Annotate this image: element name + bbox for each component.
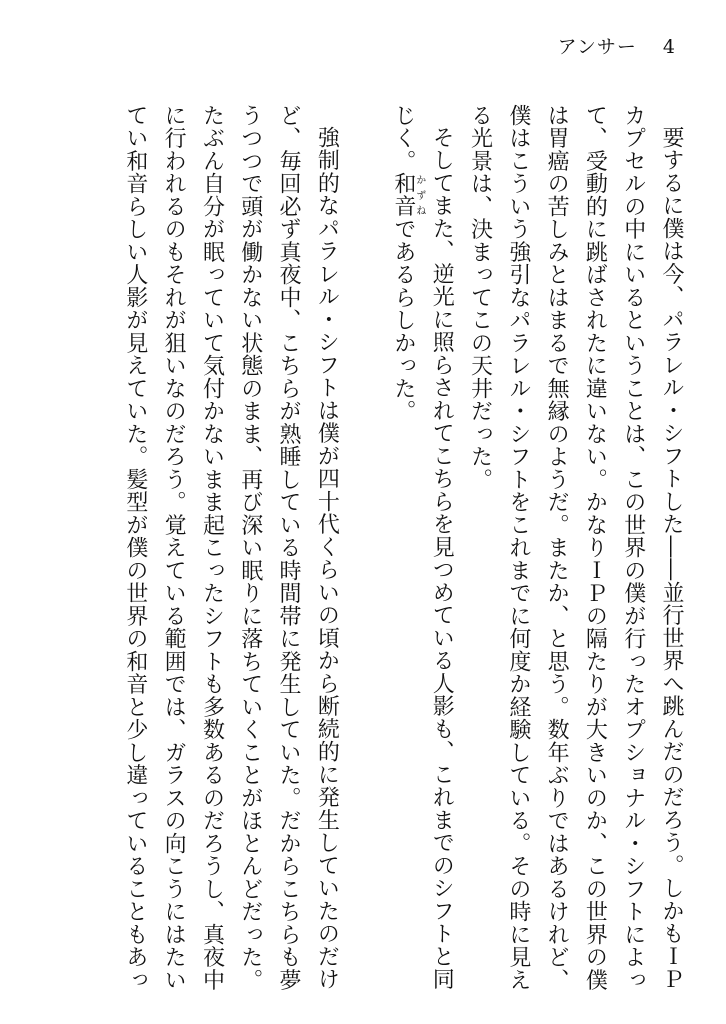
ruby-kazune	[390, 172, 425, 218]
paragraph-3: 強制的なパラレル・シフトは僕が四十代くらいの頃から断続的に発生していたのだけど、毎回必ず真夜中、こちらが熟睡している時間帯に発生していた。だからこちらも夢うつつで頭が働かない状態のまま、再び深い眠りに落ちていくことがほとんどだった。たぶん自分が眠っていて気付かないまま起こったシフトも多数あるのだろうし、真夜中に行われるのもそれが狙いなのだろう。覚えている範囲では、ガラスの向こうにはたいてい和音らしい人影が見えていた。髪型が僕の世界の和音と少し違っていることもあっ	[122, 104, 340, 992]
paragraph-1: 要するに僕は今、パラレル・シフトした――並行世界へ跳んだのだろう。しかもＩＰカプセルの中にいるということは、この世界の僕が行ったオプショナル・シフトによって、受動的に跳ばされたに違いない。かなりＩＰの隔たりが大きいのか、この世界の僕は胃癌の苦しみとはまるで無縁のようだ。またか、と思う。数年ぶりではあるけれど、僕はこういう強引なパラレル・シフトをこれまでに何度か経験している。その時に見える光景は、決まってこの天井だった。	[467, 104, 684, 992]
vertical-body-text	[116, 104, 690, 994]
paragraph-2-text-after: であるらしかった。	[390, 217, 416, 423]
ruby-reading: かずね	[413, 172, 425, 218]
page-number: 4	[662, 36, 676, 58]
running-head	[558, 38, 676, 57]
chapter-title: アンサー	[557, 36, 637, 58]
paragraph-2-text-before: そしてまた、逆光に照らされてこちらを見つめている人影も、これまでのシフトと同じく。	[390, 104, 455, 991]
ruby-base: 和音	[390, 172, 416, 218]
paragraph-2	[384, 104, 461, 994]
